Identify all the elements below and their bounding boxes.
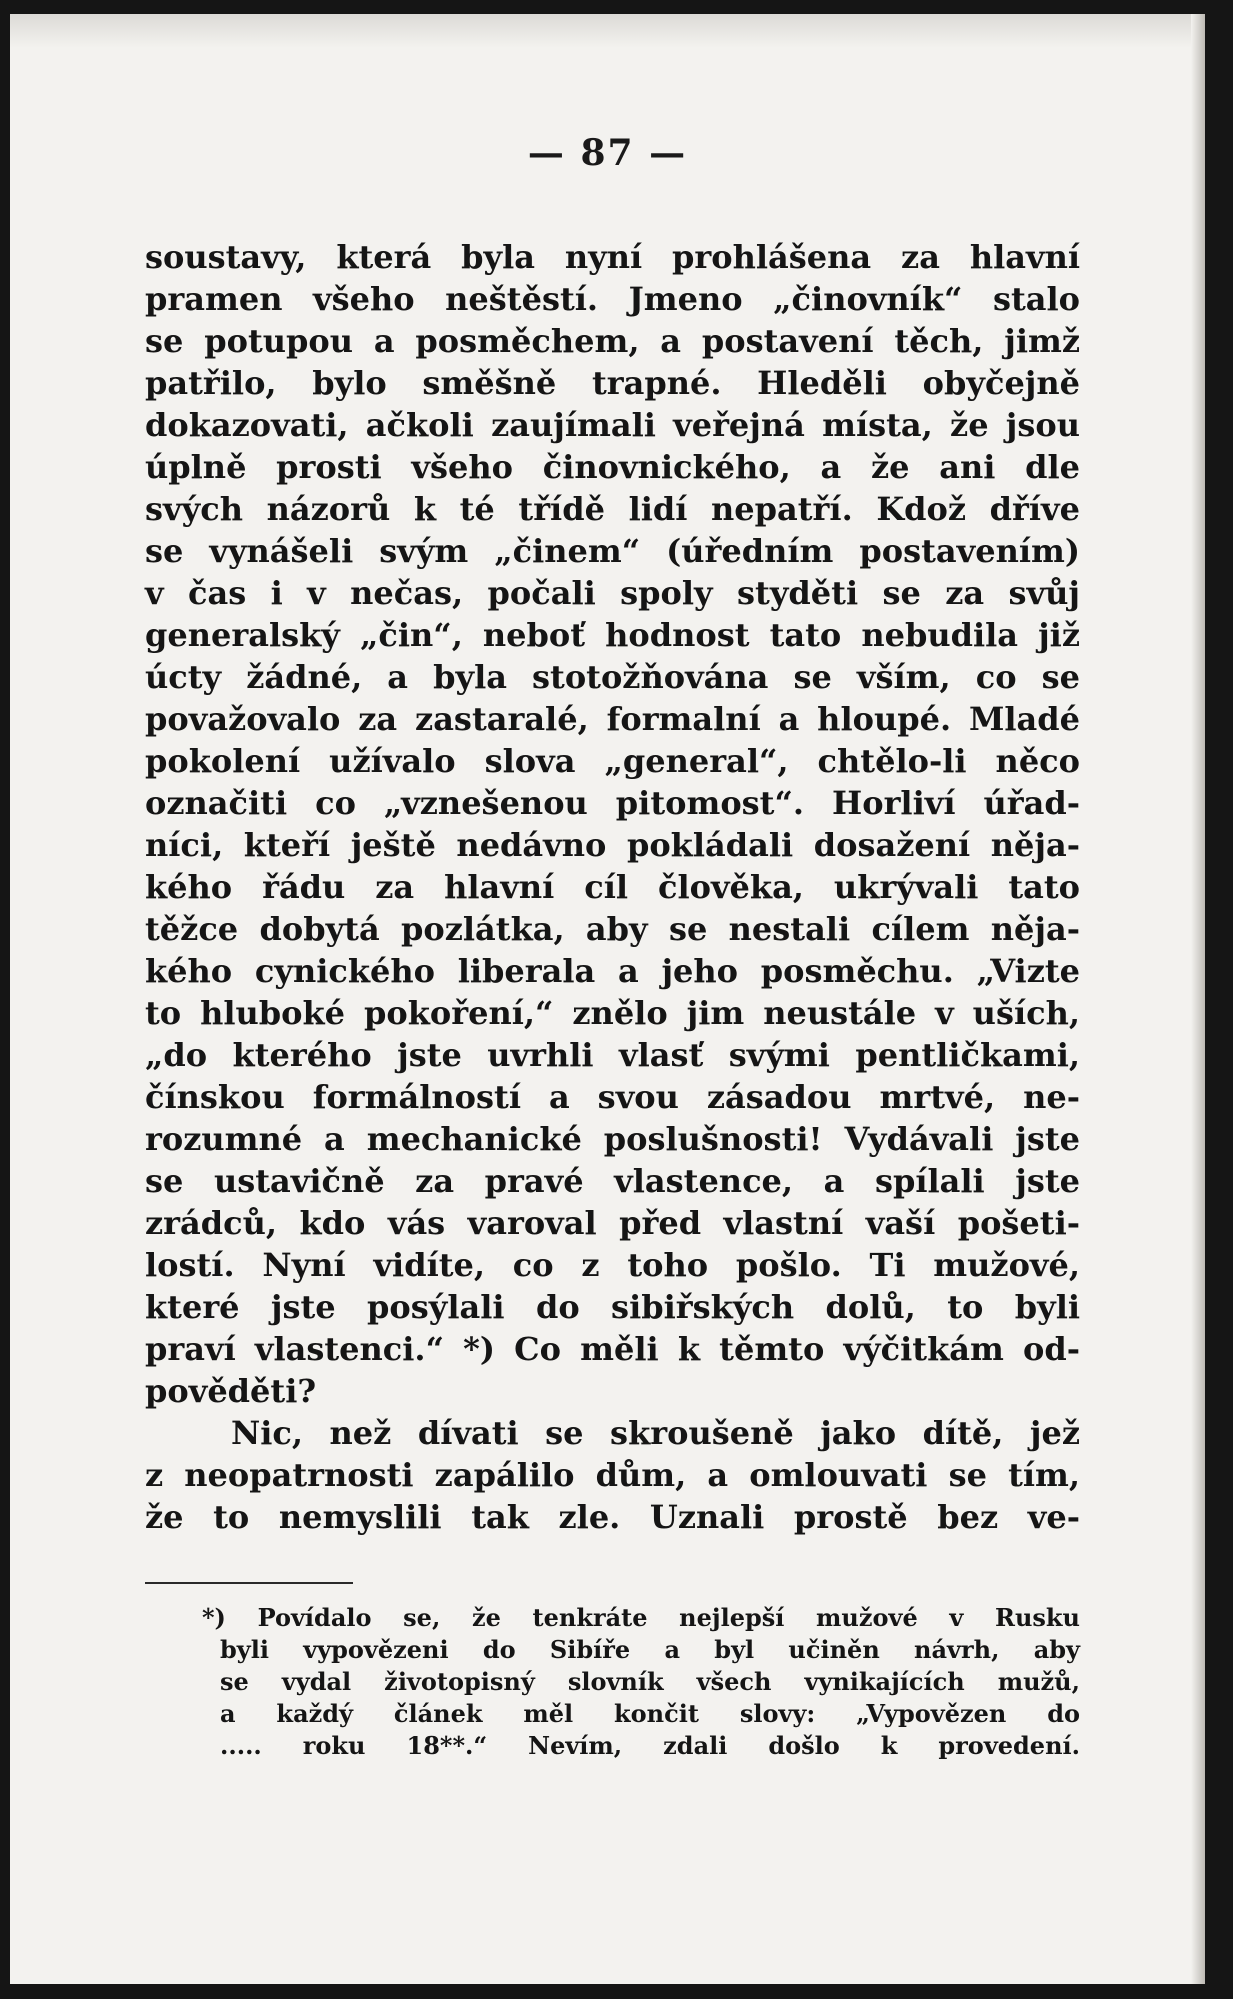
footnote-line: byli vypovězeni do Sibíře a byl učiněn návrh, aby: [220, 1635, 1080, 1664]
body-text: [145, 236, 1080, 1538]
footnote-line: *) Povídalo se, že tenkráte nejlepší mužové v Rusku: [202, 1603, 1080, 1632]
text-line: zrádců, kdo vás varoval před vlastní vaší pošeti-: [145, 1204, 1080, 1242]
text-line: soustavy, která byla nyní prohlášena za hlavní: [145, 238, 1080, 276]
text-line: které jste posýlali do sibiřských dolů, to byli: [145, 1288, 1080, 1326]
text-line: to hluboké pokoření,“ znělo jim neustále v uších,: [145, 994, 1080, 1032]
text-line: „do kterého jste uvrhli vlasť svými pentličkami,: [145, 1036, 1080, 1074]
text-line: úplně prosti všeho činovnického, a že ani dle: [145, 448, 1080, 486]
text-line: kého řádu za hlavní cíl člověka, ukrývali tato: [145, 868, 1080, 906]
text-line: svých názorů k té třídě lidí nepatří. Kdož dříve: [145, 490, 1080, 528]
text-line: se potupou a posměchem, a postavení těch, jimž: [145, 322, 1080, 360]
footnote-line: a každý článek měl končit slovy: „Vypovězen do: [220, 1699, 1080, 1728]
text-line: pramen všeho neštěstí. Jmeno „činovník“ stalo: [145, 280, 1080, 318]
text-line: označiti co „vznešenou pitomost“. Horliví úřad-: [145, 784, 1080, 822]
text-line: generalský „čin“, neboť hodnost tato nebudila již: [145, 616, 1080, 654]
text-line: v čas i v nečas, počali spoly styděti se za svůj: [145, 574, 1080, 612]
text-line: rozumné a mechanické poslušnosti! Vydávali jste: [145, 1120, 1080, 1158]
book-page: [10, 14, 1205, 1984]
text-line: úcty žádné, a byla stotožňována se vším, co se: [145, 658, 1080, 696]
text-line: praví vlastenci.“ *) Co měli k těmto výčitkám od-: [145, 1330, 1080, 1368]
footnote: [202, 1602, 1080, 1762]
text-line: patřilo, bylo směšně trapné. Hleděli obyčejně: [145, 364, 1080, 402]
text-line: z neopatrnosti zapálilo dům, a omlouvati se tím,: [145, 1456, 1080, 1494]
text-line: níci, kteří ještě nedávno pokládali dosažení něja-: [145, 826, 1080, 864]
text-line: čínskou formálností a svou zásadou mrtvé, ne-: [145, 1078, 1080, 1116]
text-line: těžce dobytá pozlátka, aby se nestali cílem něja-: [145, 910, 1080, 948]
text-line: pokolení užívalo slova „general“, chtělo-li něco: [145, 742, 1080, 780]
text-line: dokazovati, ačkoli zaujímali veřejná místa, že jsou: [145, 406, 1080, 444]
text-line: Nic, než dívati se skroušeně jako dítě, jež: [231, 1414, 1080, 1452]
text-line: považovalo za zastaralé, formalní a hloupé. Mladé: [145, 700, 1080, 738]
scan-edge-noise: [10, 14, 1205, 48]
text-line: že to nemyslili tak zle. Uznali prostě bez ve-: [145, 1498, 1080, 1536]
text-line: lostí. Nyní vidíte, co z toho pošlo. Ti mužové,: [145, 1246, 1080, 1284]
text-line: se ustavičně za pravé vlastence, a spílali jste: [145, 1162, 1080, 1200]
footnote-divider: [145, 1582, 353, 1584]
text-line: kého cynického liberala a jeho posměchu. „Vizte: [145, 952, 1080, 990]
page-number: — 87 —: [527, 132, 688, 174]
page-edge-shadow: [1191, 14, 1205, 1984]
footnote-line: se vydal životopisný slovník všech vynikajících mužů,: [220, 1667, 1080, 1696]
text-line: se vynášeli svým „činem“ (úředním postavením): [145, 532, 1080, 570]
footnote-line: ..... roku 18**.“ Nevím, zdali došlo k provedení.: [220, 1731, 1080, 1760]
text-line: pověděti?: [145, 1372, 317, 1410]
